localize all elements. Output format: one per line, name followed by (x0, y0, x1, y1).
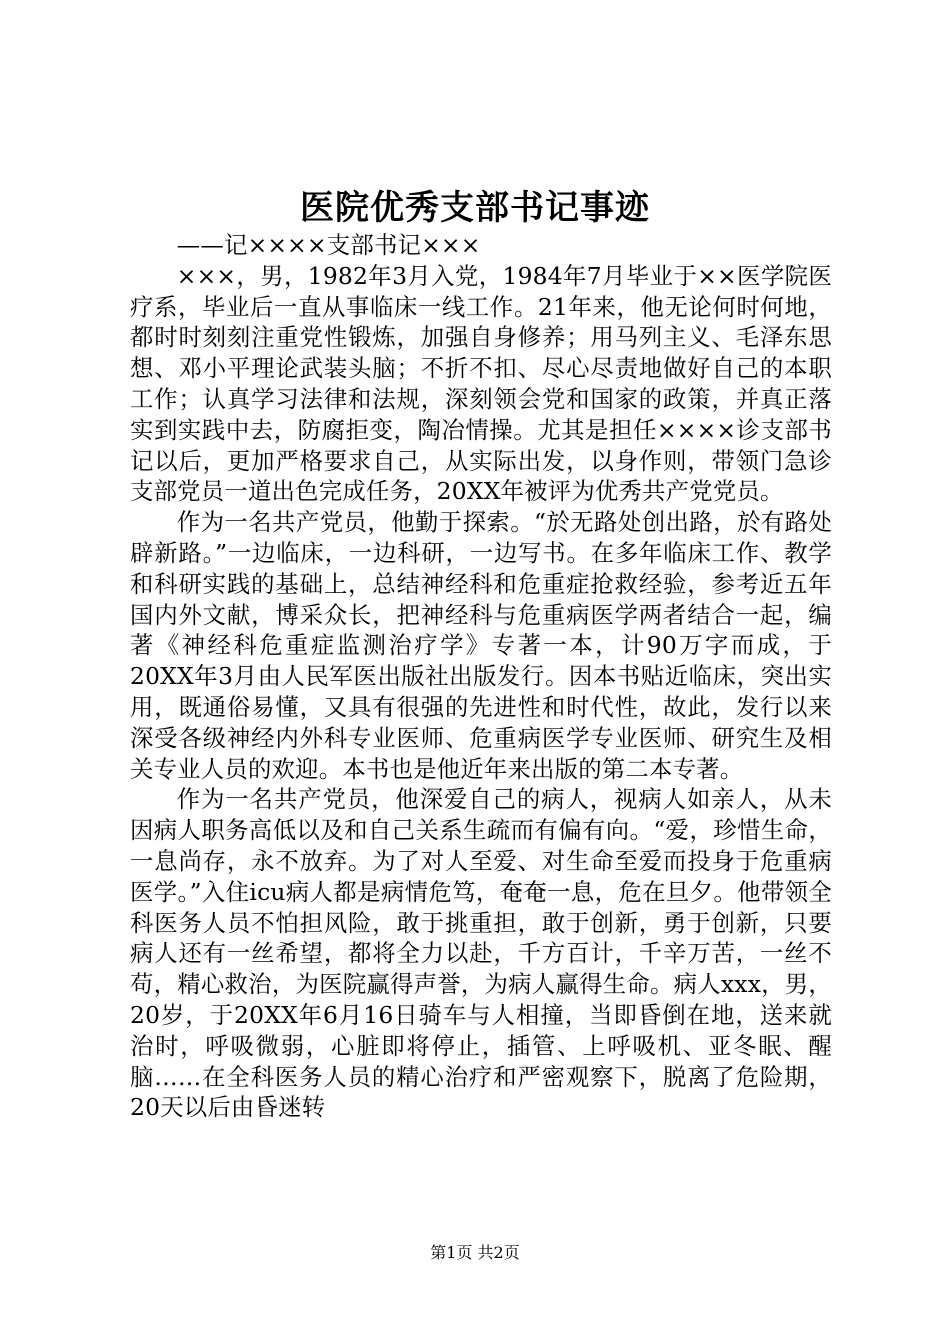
document-subtitle: ——记××××支部书记××× (176, 231, 481, 259)
body-paragraph-3: 作为一名共产党员，他深爱自己的病人，视病人如亲人，从未因病人职务高低以及和自己关系生疏而有偏有向。“爱，珍惜生命，一息尚存，永不放弃。为了对人至爱、对生命至爱而投身于危重病医学。”入住icu病人都是病情危笃，奄奄一息，危在旦夕。他带领全科医务人员不怕担风险，敢于挑重担，敢于创新，勇于创新，只要病人还有一丝希望，都将全力以赴，千方百计，千辛万苦，一丝不苟，精心救治，为医院赢得声誉，为病人赢得生命。病人xxx，男，20岁，于20XX年6月16日骑车与人相撞，当即昏倒在地，送来就治时，呼吸微弱，心脏即将停止，插管、上呼吸机、亚冬眠、醒脑……在全科医务人员的精心治疗和严密观察下，脱离了危险期，20天以后由昏迷转 (130, 785, 832, 1122)
page-number-footer: 第1页 共2页 (430, 1243, 520, 1262)
document-body (130, 230, 832, 1123)
body-paragraph-1: ×××，男，1982年3月入党，1984年7月毕业于××医学院医疗系，毕业后一直从事临床一线工作。21年来，他无论何时何地，都时时刻刻注重党性锻炼，加强自身修养；用马列主义、毛泽东思想、邓小平理论武装头脑；不折不扣、尽心尽责地做好自己的本职工作；认真学习法律和法规，深刻领会党和国家的政策，并真正落实到实践中去，防腐拒变，陶冶情操。尤其是担任××××诊支部书记以后，更加严格要求自己，从实际出发，以身作则，带领门急诊支部党员一道出色完成任务，20XX年被评为优秀共产党党员。 (130, 261, 832, 506)
document-title: 医院优秀支部书记事迹 (300, 188, 650, 228)
body-paragraph-2: 作为一名共产党员，他勤于探索。“於无路处创出路，於有路处辟新路。”一边临床，一边科研，一边写书。在多年临床工作、教学和科研实践的基础上，总结神经科和危重症抢救经验，参考近五年国内外文献，博采众长，把神经科与危重病医学两者结合一起，编著《神经科危重症监测治疗学》专著一本，计90万字而成，于20XX年3月由人民军医出版社出版发行。因本书贴近临床，突出实用，既通俗易懂，又具有很强的先进性和时代性，故此，发行以来深受各级神经内外科专业医师、危重病医学专业医师、研究生及相关专业人员的欢迎。本书也是他近年来出版的第二本专著。 (130, 508, 832, 783)
